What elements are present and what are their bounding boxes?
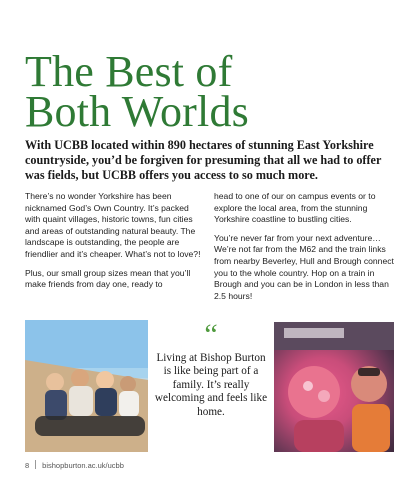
title-line-2: Both Worlds [25,87,249,136]
page-title [25,47,249,136]
body-column-right [214,191,394,309]
footer-divider [35,460,36,469]
body-paragraph: Plus, our small group sizes mean that you’ll make friends from day one, ready to [25,267,191,290]
quote-text: Living at Bishop Burton is like being part of a family. It’s really welcoming and feels like home. [154,352,268,418]
festival-colour-photo [274,322,394,452]
body-column-left [25,191,205,298]
beach-group-photo [25,320,148,452]
quote-mark-icon: “ [204,318,218,351]
body-paragraph: You’re never far from your next adventure… We’re not far from the M62 and the train links from nearby Beverley, Hull and Brough connect you to the whole country. Hop on a train in Brough and you can be in London in less than 2.5 hours! [214,232,394,301]
page-number: 8 [25,461,30,470]
festival-illustration [274,322,394,452]
beach-group-illustration [25,320,148,452]
body-paragraph: head to one of our on campus events or to explore the local area, from the stunning Yorkshire coastline to bustling cities. [214,191,376,225]
body-paragraph: There’s no wonder Yorkshire has been nicknamed God’s Own Country. It’s packed with quaint villages, historic towns, fun cities and areas of outstanding natural beauty. The landscape is outstanding, the people are friendlier and it’s cheaper. What’s not to love?! [25,191,201,259]
page-footer [25,460,124,471]
title-line-1: The Best of [25,47,233,96]
intro-paragraph: With UCBB located within 890 hectares of stunning East Yorkshire countryside, you’d be forgiven for presuming that all we had to offer was fields, but UCBB offers you access to so much more. [25,138,382,182]
testimonial-quote [153,318,269,452]
footer-url[interactable]: bishopburton.ac.uk/ucbb [42,461,124,470]
